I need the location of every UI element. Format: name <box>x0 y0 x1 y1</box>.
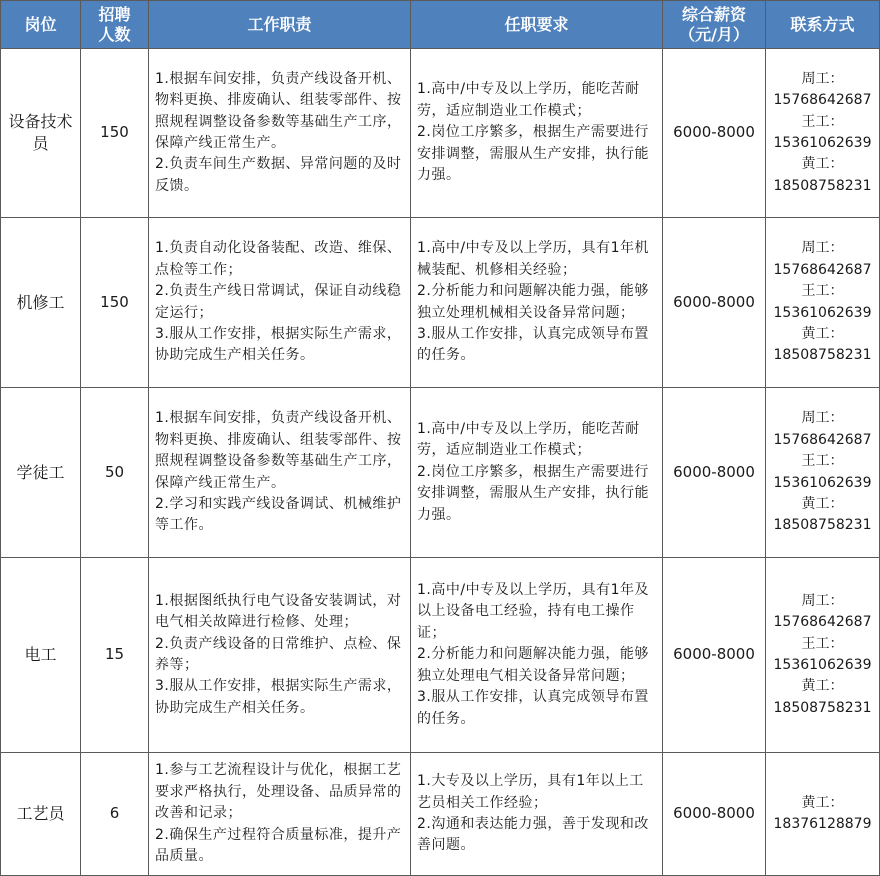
requirements-cell: 1.高中/中专及以上学历，具有1年机械装配、机修相关经验； 2.分析能力和问题解决能力强，能够独立处理机械相关设备异常问题； 3.服从工作安排，认真完成领导布置的任务。 <box>411 218 663 388</box>
position-cell: 学徒工 <box>1 388 81 558</box>
duties-cell: 1.根据车间安排，负责产线设备开机、物料更换、排废确认、组装零部件、按照规程调整设备参数等基础生产工序，保障产线正常生产。 2.负责车间生产数据、异常问题的及时反馈。 <box>149 49 411 218</box>
salary-cell: 6000-8000 <box>663 558 766 753</box>
count-cell: 150 <box>81 49 149 218</box>
table-row <box>1 218 880 388</box>
salary-cell: 6000-8000 <box>663 218 766 388</box>
header-requirements: 任职要求 <box>411 1 663 49</box>
table-row <box>1 388 880 558</box>
contact-cell: 周工： 15768642687 王工： 15361062639 黄工： 18508758231 <box>766 558 880 753</box>
header-row <box>1 1 880 49</box>
duties-cell: 1.根据车间安排，负责产线设备开机、物料更换、排废确认、组装零部件、按照规程调整设备参数等基础生产工序，保障产线正常生产。 2.学习和实践产线设备调试、机械维护等工作。 <box>149 388 411 558</box>
count-cell: 15 <box>81 558 149 753</box>
header-position: 岗位 <box>1 1 81 49</box>
salary-cell: 6000-8000 <box>663 388 766 558</box>
count-cell: 6 <box>81 753 149 876</box>
header-contact: 联系方式 <box>766 1 880 49</box>
contact-cell: 黄工： 18376128879 <box>766 753 880 876</box>
header-duties: 工作职责 <box>149 1 411 49</box>
contact-cell: 周工： 15768642687 王工： 15361062639 黄工： 18508758231 <box>766 49 880 218</box>
salary-cell: 6000-8000 <box>663 49 766 218</box>
header-count: 招聘 人数 <box>81 1 149 49</box>
requirements-cell: 1.大专及以上学历，具有1年以上工艺员相关工作经验； 2.沟通和表达能力强，善于发现和改善问题。 <box>411 753 663 876</box>
position-cell: 机修工 <box>1 218 81 388</box>
position-cell: 电工 <box>1 558 81 753</box>
requirements-cell: 1.高中/中专及以上学历，具有1年及以上设备电工经验，持有电工操作证； 2.分析能力和问题解决能力强，能够独立处理电气相关设备异常问题； 3.服从工作安排，认真完成领导布置的任务。 <box>411 558 663 753</box>
count-cell: 50 <box>81 388 149 558</box>
contact-cell: 周工： 15768642687 王工： 15361062639 黄工： 18508758231 <box>766 218 880 388</box>
table-row <box>1 558 880 753</box>
contact-cell: 周工： 15768642687 王工： 15361062639 黄工： 18508758231 <box>766 388 880 558</box>
requirements-cell: 1.高中/中专及以上学历，能吃苦耐劳，适应制造业工作模式； 2.岗位工序繁多，根据生产需要进行安排调整，需服从生产安排，执行能力强。 <box>411 388 663 558</box>
table-row <box>1 49 880 218</box>
salary-cell: 6000-8000 <box>663 753 766 876</box>
position-cell: 工艺员 <box>1 753 81 876</box>
duties-cell: 1.根据图纸执行电气设备安装调试，对电气相关故障进行检修、处理； 2.负责产线设备的日常维护、点检、保养等； 3.服从工作安排，根据实际生产需求，协助完成生产相关任务。 <box>149 558 411 753</box>
duties-cell: 1.参与工艺流程设计与优化，根据工艺要求严格执行，处理设备、品质异常的改善和记录； 2.确保生产过程符合质量标准，提升产品质量。 <box>149 753 411 876</box>
position-cell: 设备技术 员 <box>1 49 81 218</box>
requirements-cell: 1.高中/中专及以上学历，能吃苦耐劳，适应制造业工作模式； 2.岗位工序繁多，根据生产需要进行安排调整，需服从生产安排，执行能力强。 <box>411 49 663 218</box>
table-row <box>1 753 880 876</box>
header-salary: 综合薪资 （元/月） <box>663 1 766 49</box>
count-cell: 150 <box>81 218 149 388</box>
duties-cell: 1.负责自动化设备装配、改造、维保、点检等工作； 2.负责生产线日常调试，保证自动线稳定运行； 3.服从工作安排，根据实际生产需求，协助完成生产相关任务。 <box>149 218 411 388</box>
